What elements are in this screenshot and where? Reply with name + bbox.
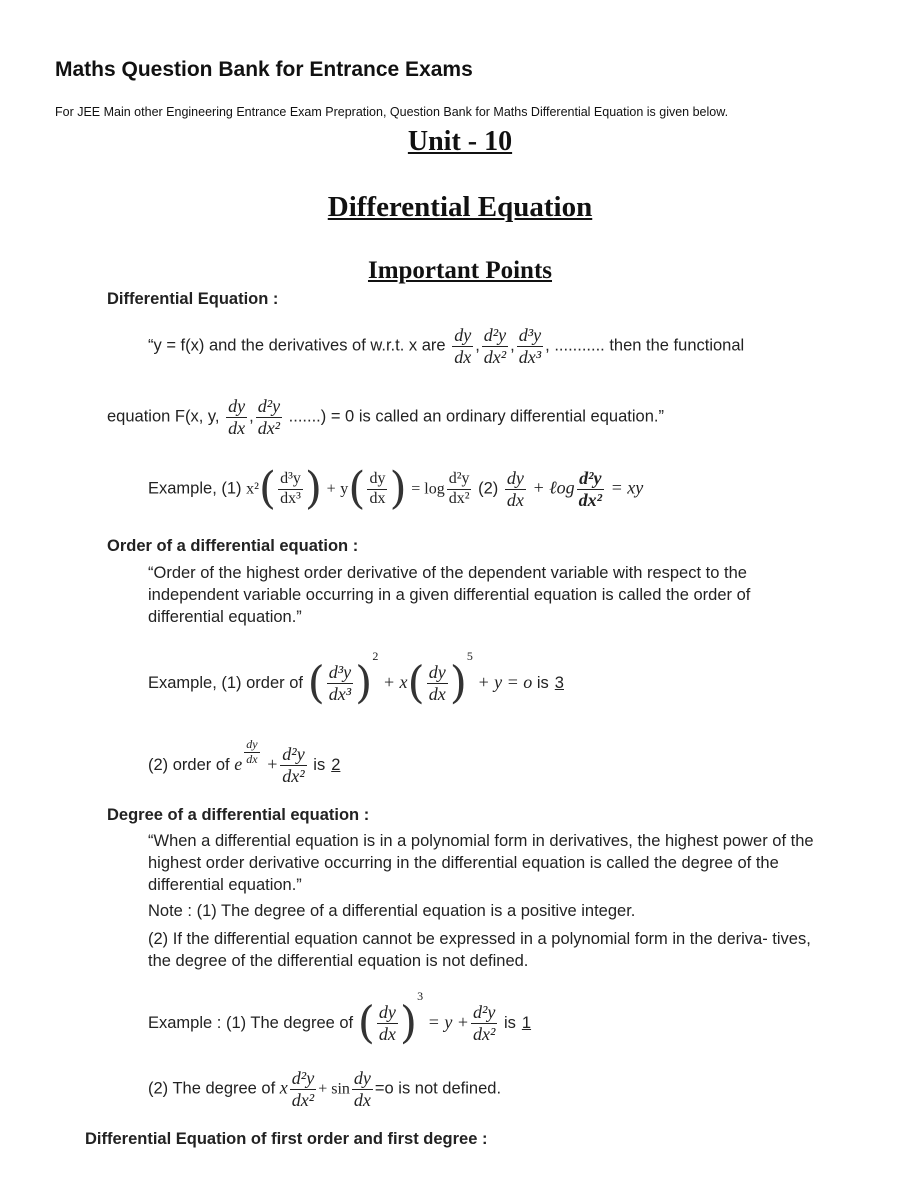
fraction xyxy=(256,396,282,438)
fraction xyxy=(226,396,247,438)
denominator: dx xyxy=(428,684,446,705)
definition-line-2 xyxy=(107,396,664,438)
heading-differential-equation: Differential Equation : xyxy=(107,290,279,308)
math: x xyxy=(279,1077,288,1098)
text: is xyxy=(313,756,326,774)
unit-heading: Unit - 10 xyxy=(407,126,513,157)
text: equation F(x, y, xyxy=(107,407,220,426)
math: = xy xyxy=(610,477,644,498)
numerator: d²y xyxy=(291,1068,315,1088)
fraction xyxy=(482,325,508,367)
fraction xyxy=(278,470,303,508)
denominator: dx² xyxy=(448,489,470,507)
text: .......) = 0 is called an ordinary differential equation.” xyxy=(288,407,664,426)
fraction xyxy=(367,470,387,508)
text: =o is not defined. xyxy=(374,1079,502,1098)
text: Example : (1) The degree of xyxy=(148,1014,354,1032)
fraction xyxy=(452,325,473,367)
degree-definition: “When a differential equation is in a polynomial form in derivatives, the highest power of the highest order derivative occurring in the differential equation is called the degree of the differential equation.” xyxy=(148,832,814,894)
heading-degree: Degree of a differential equation : xyxy=(107,806,370,824)
text: Example, (1) order of xyxy=(148,674,303,692)
fraction xyxy=(427,662,448,704)
answer: 3 xyxy=(554,674,564,692)
denominator: dx³ xyxy=(280,489,301,507)
math: e xyxy=(234,754,243,774)
numerator: dy xyxy=(353,1068,371,1088)
text: is xyxy=(503,1014,516,1032)
fraction xyxy=(471,1002,497,1044)
math: = log xyxy=(411,480,445,498)
math: = y + xyxy=(427,1012,469,1032)
numerator: dy xyxy=(506,468,524,488)
math: + ℓog xyxy=(532,477,575,498)
math: x² xyxy=(246,480,259,498)
denominator: dx xyxy=(369,489,386,507)
math: + sin xyxy=(318,1080,350,1098)
text: is xyxy=(536,674,549,692)
definition-line-1 xyxy=(148,325,744,367)
text: , xyxy=(249,407,254,426)
page-subtitle: For JEE Main other Engineering Entrance Exam Prepration, Question Bank for Maths Differential Equation is given below. xyxy=(55,105,729,119)
heading-order: Order of a differential equation : xyxy=(107,537,359,555)
numerator: d²y xyxy=(483,325,507,345)
math: + xyxy=(266,754,279,774)
answer: 2 xyxy=(331,756,341,774)
answer: 1 xyxy=(521,1014,532,1032)
math: + xyxy=(326,480,336,498)
denominator: dx xyxy=(353,1089,371,1110)
exponent: 3 xyxy=(417,989,424,1003)
denominator: dx² xyxy=(472,1024,496,1045)
numerator: d³y xyxy=(328,662,352,683)
heading-first-order-first-degree: Differential Equation of first order and first degree : xyxy=(85,1130,488,1148)
denominator: dx xyxy=(246,751,258,766)
denominator: dx² xyxy=(578,489,602,510)
fraction xyxy=(517,325,543,367)
denominator: dx³ xyxy=(328,684,352,705)
fraction xyxy=(377,1002,398,1044)
text: “y = f(x) and the derivatives of w.r.t. x are xyxy=(148,336,446,355)
text: , xyxy=(510,336,515,355)
fraction xyxy=(290,1068,316,1110)
exponent: 2 xyxy=(372,649,379,663)
text: (2) The degree of xyxy=(148,1079,276,1098)
example-differential-equations: Example, (1) x²( $\frac{\text{d³y}}{\text{dx³}}$ ) + y( $\frac{dy}{dx}$ ) = log $\frac{\text{d²y}}{\text{dx²}}$ (2) $\frac{dy}{dx}$ + ℓog $\frac{\text{d²y}}{\text{dx²}}$ = xy xyxy=(148,463,644,515)
fraction xyxy=(327,662,353,704)
fraction xyxy=(280,744,306,786)
exponent: 5 xyxy=(466,649,473,663)
math: + y = o xyxy=(477,672,533,692)
text: , ........... then the functional xyxy=(545,336,745,355)
text: (2) order of xyxy=(148,756,230,774)
numerator: d²y xyxy=(472,1002,496,1023)
fraction xyxy=(577,468,604,510)
order-example-1: Example, (1) order of ( $\frac{\text{d³y}}{\text{dx³}}$ )$^2$ + x( $\frac{dy}{dx}$ )$^5$ + y = o is 3 xyxy=(148,645,570,705)
fraction xyxy=(505,468,526,510)
denominator: dx² xyxy=(282,766,305,787)
numerator: dy xyxy=(454,325,472,345)
degree-note-2: (2) If the differential equation cannot be expressed in a polynomial form in the deriva- tives, the degree of the differential equation is not defined. xyxy=(148,930,811,970)
numerator: dy xyxy=(378,1002,396,1023)
math: + x xyxy=(382,672,408,692)
chapter-heading: Differential Equation xyxy=(327,191,593,223)
numerator: dy xyxy=(246,737,258,751)
degree-note-1: Note : (1) The degree of a differential equation is a positive integer. xyxy=(148,902,636,920)
numerator: dy xyxy=(228,396,246,416)
math: y xyxy=(340,480,349,498)
text: Example, (1) xyxy=(148,479,242,498)
denominator: dx xyxy=(506,489,524,510)
order-definition: “Order of the highest order derivative of the dependent variable with respect to the independent variable occurring in a given differential equation is called the order of differential equation.” xyxy=(148,564,751,626)
fraction xyxy=(447,470,472,508)
numerator: d²y xyxy=(257,396,281,416)
numerator: d²y xyxy=(448,470,470,488)
page-title: Maths Question Bank for Entrance Exams xyxy=(55,58,473,81)
degree-example-2 xyxy=(148,1068,501,1110)
text: , xyxy=(475,336,480,355)
numerator: d³y xyxy=(518,325,542,345)
section-heading: Important Points xyxy=(367,257,553,284)
numerator: d³y xyxy=(280,470,301,488)
numerator: dy xyxy=(369,470,386,488)
denominator: dx xyxy=(454,346,472,367)
fraction-exponent xyxy=(244,738,259,767)
numerator: dy xyxy=(428,662,446,683)
fraction xyxy=(352,1068,373,1110)
text: (2) xyxy=(478,479,499,498)
order-example-2 xyxy=(148,738,346,787)
denominator: dx² xyxy=(257,417,281,438)
numerator: d²y xyxy=(282,744,305,765)
degree-example-1: Example : (1) The degree of ( $\frac{dy}{dx}$ )$^3$ = y + $\frac{\text{d²y}}{\text{dx²}}$ is 1 xyxy=(148,985,537,1045)
denominator: dx² xyxy=(483,346,507,367)
numerator: d²y xyxy=(579,468,602,488)
denominator: dx xyxy=(228,417,246,438)
denominator: dx³ xyxy=(518,346,542,367)
denominator: dx² xyxy=(291,1089,315,1110)
denominator: dx xyxy=(378,1024,396,1045)
